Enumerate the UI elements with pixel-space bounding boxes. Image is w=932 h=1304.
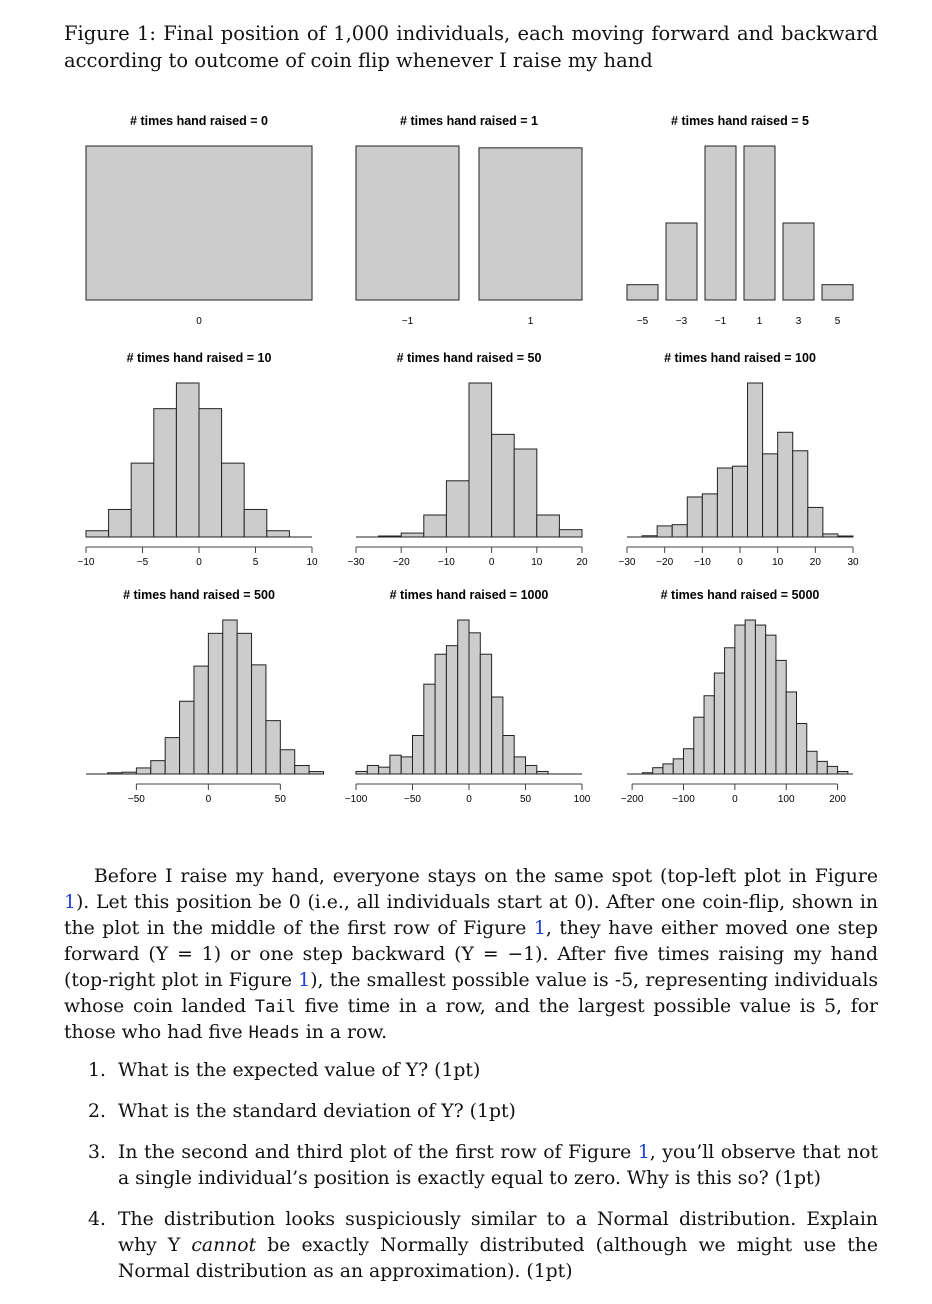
- histogram-bin: [725, 648, 735, 774]
- histogram-bin: [244, 509, 267, 537]
- tick-label: 0: [732, 794, 738, 805]
- tick-label: 3: [795, 316, 802, 327]
- histogram-bin: [469, 383, 492, 537]
- histogram-bin: [492, 697, 503, 774]
- para-part-6: in a row.: [299, 1022, 388, 1043]
- histogram-bin: [222, 463, 245, 537]
- histogram-bin: [176, 383, 199, 537]
- question-text-pre: The distribution looks suspiciously similar to a Normal distribution. Explain why Y: [118, 1209, 878, 1256]
- body-paragraph: [64, 864, 878, 1046]
- question-text-post: be exactly Normally distributed (although we might use the Normal distribution as an approximation). (1pt): [118, 1235, 879, 1282]
- chart-title: # times hand raised = 1000: [389, 588, 549, 602]
- histogram-panel: [345, 588, 591, 805]
- bar: [86, 146, 312, 300]
- figure-label: Figure 1:: [64, 22, 156, 45]
- histogram-bin: [704, 696, 714, 774]
- chart-title: # times hand raised = 5: [671, 114, 809, 128]
- histogram-bin: [237, 633, 251, 774]
- tick-label: 0: [466, 794, 472, 805]
- para-part-1: Before I raise my hand, everyone stays on the same spot (top-left plot in Figure: [94, 866, 878, 887]
- para-part-5: five time in a row, and the largest possible value is 5, for those who had five: [64, 996, 879, 1043]
- histogram-bin: [663, 764, 673, 774]
- chart-title: # times hand raised = 10: [126, 351, 272, 365]
- question-text-post: , you’ll observe that not a single individual’s position is exactly equal to zero. Why is this so? (1pt): [118, 1142, 878, 1189]
- tick-label: 50: [274, 794, 286, 805]
- bar: [744, 146, 775, 300]
- histogram-bin: [266, 721, 280, 774]
- histogram-bin: [151, 761, 165, 774]
- tick-label: −100: [344, 794, 368, 805]
- tick-label: 30: [847, 557, 859, 568]
- question-item: 1. What is the expected value of Y? (1pt): [88, 1060, 481, 1081]
- tick-label: −50: [404, 794, 421, 805]
- histogram-bin: [86, 531, 109, 537]
- histogram-bin: [131, 463, 154, 537]
- histogram-panel: [619, 351, 859, 568]
- tick-label: 5: [252, 557, 259, 568]
- histogram-bin: [673, 759, 683, 774]
- chart-title: # times hand raised = 0: [130, 114, 268, 128]
- histogram-bin: [503, 736, 514, 775]
- question-list: [88, 1058, 878, 1285]
- tick-label: 5: [834, 316, 841, 327]
- question-item: 4. The distribution looks suspiciously similar to a Normal distribution. Explain why Y cannot be exactly Normally distributed (although we might use the Normal distribution as an approximation). (1pt): [88, 1209, 879, 1282]
- histogram-bin: [379, 767, 390, 774]
- histogram-bin: [776, 660, 786, 774]
- histogram-bin: [797, 724, 807, 774]
- figure-histogram-grid: [0, 100, 932, 820]
- histogram-bin: [446, 646, 457, 774]
- histogram-bin: [180, 701, 194, 774]
- tick-label: −10: [437, 557, 455, 568]
- histogram-panel: [621, 588, 853, 805]
- histogram-bin: [154, 409, 177, 537]
- tick-label: −50: [127, 794, 145, 805]
- histogram-bin: [808, 507, 823, 537]
- tick-label: 10: [531, 557, 543, 568]
- histogram-panel: [86, 114, 312, 327]
- histogram-bin: [480, 654, 491, 774]
- histogram-bin: [684, 749, 694, 774]
- histogram-bin: [492, 434, 515, 537]
- tick-label: 10: [306, 557, 318, 568]
- histogram-bin: [766, 635, 776, 774]
- tick-label: −5: [636, 316, 649, 327]
- histogram-bin: [717, 468, 732, 537]
- bar: [479, 148, 582, 300]
- histogram-bin: [653, 768, 663, 774]
- bar: [356, 146, 459, 300]
- tick-label: −200: [620, 794, 644, 805]
- tick-label: 20: [576, 557, 588, 568]
- figure-ref-link[interactable]: 1: [637, 1142, 650, 1163]
- question-text-pre: In the second and third plot of the first row of Figure: [118, 1142, 638, 1163]
- histogram-bin: [413, 736, 424, 775]
- para-part-3: , they have either moved one step forward (Y = 1) or one step backward (Y = −1). After five times raising my hand (top-right plot in Figure: [64, 918, 878, 991]
- heads-code: Heads: [248, 1023, 300, 1043]
- histogram-bin: [109, 509, 132, 537]
- tick-label: 50: [519, 794, 532, 805]
- histogram-bin: [136, 768, 150, 774]
- tick-label: −30: [618, 557, 636, 568]
- tick-label: 0: [196, 316, 202, 327]
- tick-label: 100: [777, 794, 795, 805]
- histogram-bin: [424, 515, 447, 537]
- chart-title: # times hand raised = 100: [664, 351, 816, 365]
- histogram-bin: [514, 449, 537, 537]
- histogram-bin: [446, 481, 469, 537]
- histogram-bin: [793, 451, 808, 537]
- bar: [822, 285, 853, 300]
- question-emphasis: cannot: [191, 1235, 257, 1256]
- tick-label: 1: [527, 316, 534, 327]
- histogram-bin: [208, 633, 222, 774]
- tick-label: 100: [573, 794, 591, 805]
- tick-label: −30: [347, 557, 365, 568]
- figure-ref-link[interactable]: 1: [64, 892, 76, 913]
- figure-caption-text: Final position of 1,000 individuals, each moving forward and backward according to outcome of coin flip whenever I raise my hand: [64, 22, 878, 72]
- histogram-bin: [807, 751, 817, 774]
- histogram-bin: [267, 531, 290, 537]
- histogram-bin: [424, 684, 435, 774]
- question-text: What is the expected value of Y? (1pt): [118, 1060, 481, 1081]
- histogram-bin: [748, 383, 763, 537]
- histogram-bin: [435, 654, 446, 774]
- question-item: 2. What is the standard deviation of Y? (1pt): [88, 1101, 516, 1122]
- tick-label: −100: [672, 794, 695, 805]
- histogram-bin: [559, 530, 582, 537]
- histogram-bin: [778, 432, 793, 537]
- tick-label: −5: [136, 557, 149, 568]
- histogram-bin: [827, 766, 837, 774]
- histogram-bin: [165, 738, 179, 774]
- tail-code: Tail: [254, 997, 296, 1017]
- bar: [666, 223, 697, 300]
- histogram-bin: [537, 515, 560, 537]
- histogram-bin: [657, 526, 672, 537]
- tick-label: −20: [392, 557, 410, 568]
- histogram-panel: [356, 114, 582, 327]
- histogram-bin: [702, 494, 717, 537]
- figure-caption: [64, 20, 878, 74]
- tick-label: 0: [488, 557, 495, 568]
- histogram-bin: [252, 665, 266, 774]
- histogram-bin: [469, 633, 480, 774]
- histogram-panel: [627, 114, 853, 327]
- histogram-bin: [694, 717, 704, 774]
- question-text: What is the standard deviation of Y? (1pt): [118, 1101, 516, 1122]
- histogram-bin: [295, 766, 309, 774]
- figure-ref-link[interactable]: 1: [298, 970, 311, 991]
- histogram-bin: [199, 409, 222, 537]
- para-part-2: ). Let this position be 0 (i.e., all individuals start at 0). After one coin-flip, shown in the plot in the middle of the first row of Figure: [64, 892, 878, 939]
- histogram-bin: [732, 466, 747, 537]
- tick-label: 0: [205, 794, 212, 805]
- bar: [783, 223, 814, 300]
- histogram-bin: [672, 525, 687, 537]
- histogram-bin: [458, 620, 469, 774]
- histogram-bin: [755, 625, 765, 774]
- histogram-bin: [687, 497, 702, 537]
- tick-label: 200: [829, 794, 846, 805]
- tick-label: −20: [656, 557, 674, 568]
- histogram-bin: [401, 757, 412, 774]
- histogram-bin: [194, 666, 208, 774]
- histogram-bin: [526, 765, 537, 774]
- figure-ref-link[interactable]: 1: [533, 918, 546, 939]
- histogram-panel: [86, 588, 324, 805]
- chart-title: # times hand raised = 1: [400, 114, 538, 128]
- histogram-bin: [763, 454, 778, 537]
- histogram-bin: [714, 673, 724, 774]
- histogram-bin: [401, 533, 424, 537]
- histogram-bin: [786, 692, 796, 774]
- histogram-bin: [735, 625, 745, 774]
- histogram-bin: [745, 620, 755, 774]
- chart-title: # times hand raised = 50: [396, 351, 542, 365]
- histogram-panel: [78, 351, 318, 568]
- histogram-bin: [817, 761, 827, 774]
- tick-label: −1: [401, 316, 414, 327]
- tick-label: −3: [675, 316, 688, 327]
- tick-label: 0: [737, 557, 743, 568]
- bar: [705, 146, 736, 300]
- tick-label: 0: [196, 557, 202, 568]
- question-item: 3. In the second and third plot of the first row of Figure 1, you’ll observe that not a single individual’s position is exactly equal to zero. Why is this so? (1pt): [88, 1142, 878, 1189]
- tick-label: −1: [714, 316, 727, 327]
- tick-label: −10: [693, 557, 711, 568]
- histogram-bin: [367, 765, 378, 774]
- tick-label: 20: [809, 557, 821, 568]
- bar: [627, 285, 658, 300]
- histogram-bin: [390, 755, 401, 774]
- para-part-4: ), the smallest possible value is -5, representing individuals whose coin landed: [64, 970, 878, 1017]
- chart-title: # times hand raised = 5000: [660, 588, 820, 602]
- tick-label: 1: [756, 316, 763, 327]
- histogram-panel: [348, 351, 588, 568]
- tick-label: 10: [772, 557, 784, 568]
- histogram-bin: [223, 620, 237, 774]
- histogram-bin: [514, 757, 525, 774]
- histogram-bin: [280, 750, 294, 774]
- chart-title: # times hand raised = 500: [123, 588, 275, 602]
- tick-label: −10: [77, 557, 95, 568]
